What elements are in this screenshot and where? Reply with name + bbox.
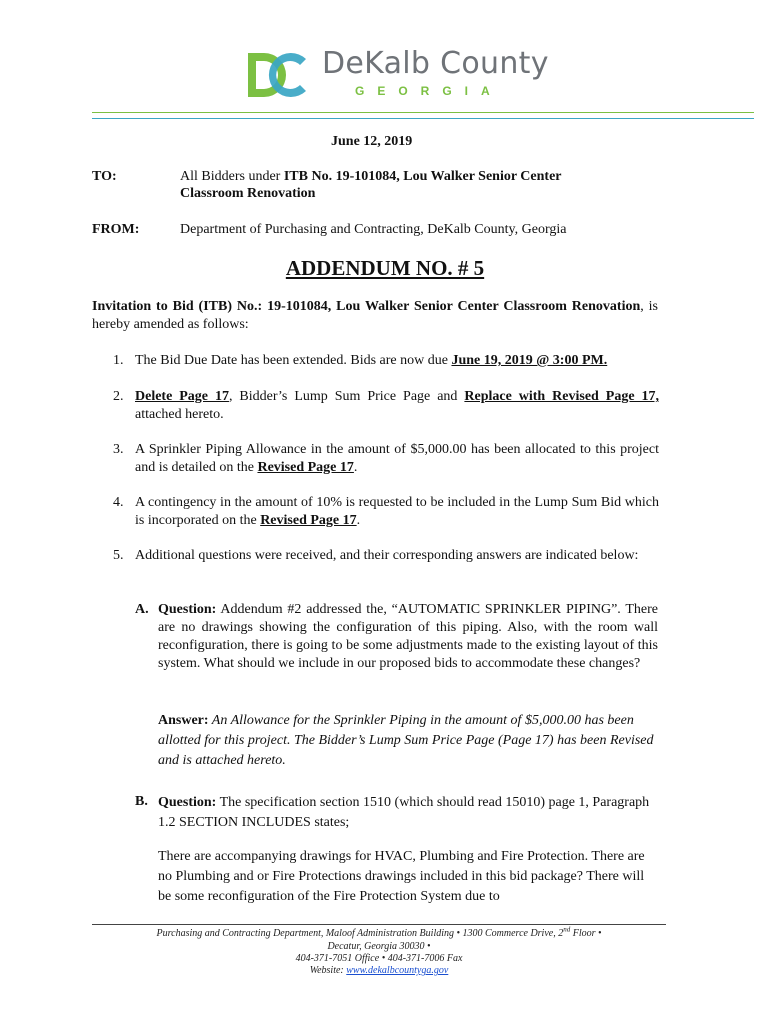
item-2-number: 2. bbox=[113, 389, 124, 404]
footer-website-link[interactable]: www.dekalbcountyga.gov bbox=[346, 965, 449, 976]
question-b-letter: B. bbox=[135, 794, 148, 809]
item-4-text-a: A contingency in the amount of 10% is requested to be included in the Lump Sum Bid which is incorporated on the bbox=[135, 495, 659, 528]
question-a-letter: A. bbox=[135, 602, 149, 617]
addendum-title: ADDENDUM NO. # 5 bbox=[285, 256, 485, 280]
footer-address: Purchasing and Contracting Department, Maloof Administration Building • 1300 Commerce Drive, 2 bbox=[156, 928, 564, 939]
item-5 bbox=[135, 547, 659, 565]
item-2-replace: Replace with Revised Page 17, bbox=[464, 389, 659, 404]
intro-paragraph bbox=[92, 298, 658, 334]
footer-rule bbox=[92, 924, 666, 925]
item-3-number: 3. bbox=[113, 442, 124, 457]
footer-floor: Floor • bbox=[570, 928, 602, 939]
item-4 bbox=[135, 494, 659, 530]
to-itb-line2: Classroom Renovation bbox=[180, 186, 316, 201]
question-a bbox=[158, 601, 658, 673]
to-label: TO: bbox=[92, 169, 117, 184]
memo-date: June 12, 2019 bbox=[331, 134, 413, 149]
footer-website-label: Website: bbox=[309, 965, 347, 976]
item-1-due-date: June 19, 2019 @ 3:00 PM. bbox=[451, 353, 608, 368]
question-a-label: Question: bbox=[158, 602, 217, 617]
item-5-number: 5. bbox=[113, 548, 124, 563]
dekalb-county-logo bbox=[248, 46, 549, 102]
logo-county-name: DeKalb County bbox=[322, 46, 549, 81]
item-3-revised-page: Revised Page 17 bbox=[257, 460, 354, 475]
to-itb: ITB No. 19-101084, Lou Walker Senior Center bbox=[283, 169, 562, 184]
item-3-text-a: A Sprinkler Piping Allowance in the amount of $5,000.00 has been allocated to this project and is detailed on the bbox=[135, 442, 659, 475]
answer-a-text: An Allowance for the Sprinkler Piping in the amount of $5,000.00 has been allotted for this project. The Bidder’s Lump Sum Price Page (Page 17) has been Revised and is attached hereto. bbox=[158, 713, 654, 768]
item-4-number: 4. bbox=[113, 495, 124, 510]
item-1 bbox=[135, 352, 659, 370]
header-rule-green bbox=[92, 112, 754, 113]
from-label: FROM: bbox=[92, 222, 140, 237]
question-a-text: Addendum #2 addressed the, “AUTOMATIC SPRINKLER PIPING”. There are no drawings showing the configuration of this piping. Also, with the room wall reconfiguration, there is going to be some adjustments made to the existing layout of this system. What should we include in our proposed bids to accommodate these changes? bbox=[158, 602, 658, 671]
logo-state-name: GEORGIA bbox=[355, 84, 503, 98]
answer-a bbox=[158, 711, 658, 771]
footer-sup: nd bbox=[563, 925, 571, 934]
item-1-text: The Bid Due Date has been extended. Bids are now due bbox=[135, 353, 452, 368]
question-b bbox=[158, 793, 658, 833]
answer-a-label: Answer: bbox=[158, 713, 209, 728]
question-b-paragraph bbox=[158, 847, 658, 907]
question-b-para-text: There are accompanying drawings for HVAC, Plumbing and Fire Protection. There are no Plumbing and or Fire Protections drawings included in this bid package? There will be some reconfiguration of the Fire Protection System due to bbox=[158, 849, 645, 904]
item-2 bbox=[135, 388, 659, 424]
item-4-text-b: . bbox=[356, 513, 361, 528]
question-b-text: The specification section 1510 (which should read 15010) page 1, Paragraph 1.2 SECTION INCLUDES states; bbox=[158, 795, 650, 830]
footer-line-1 bbox=[92, 925, 666, 940]
item-4-revised-page: Revised Page 17 bbox=[260, 513, 357, 528]
item-2-text-a: , Bidder’s Lump Sum Price Page and bbox=[228, 389, 465, 404]
intro-rest: , is hereby amended as follows: bbox=[92, 299, 659, 332]
footer-line-4 bbox=[92, 965, 666, 977]
header-rule-blue bbox=[92, 118, 754, 119]
to-prefix: All Bidders under bbox=[180, 169, 284, 184]
item-2-text-b: attached hereto. bbox=[135, 407, 224, 422]
from-value: Department of Purchasing and Contracting, DeKalb County, Georgia bbox=[180, 222, 567, 237]
intro-itb: Invitation to Bid (ITB) No.: 19-101084, Lou Walker Senior Center Classroom Renovation bbox=[92, 299, 641, 314]
item-5-text: Additional questions were received, and their corresponding answers are indicated below: bbox=[135, 548, 639, 563]
item-1-number: 1. bbox=[113, 353, 124, 368]
footer-line-3: 404-371-7051 Office • 404-371-7006 Fax bbox=[295, 953, 463, 964]
to-value bbox=[180, 168, 562, 186]
dc-logo-mark-icon bbox=[248, 50, 310, 100]
item-3-text-b: . bbox=[353, 460, 358, 475]
item-2-delete: Delete Page 17 bbox=[135, 389, 229, 404]
footer-line-2: Decatur, Georgia 30030 • bbox=[327, 941, 431, 952]
question-b-label: Question: bbox=[158, 795, 217, 810]
item-3 bbox=[135, 441, 659, 477]
